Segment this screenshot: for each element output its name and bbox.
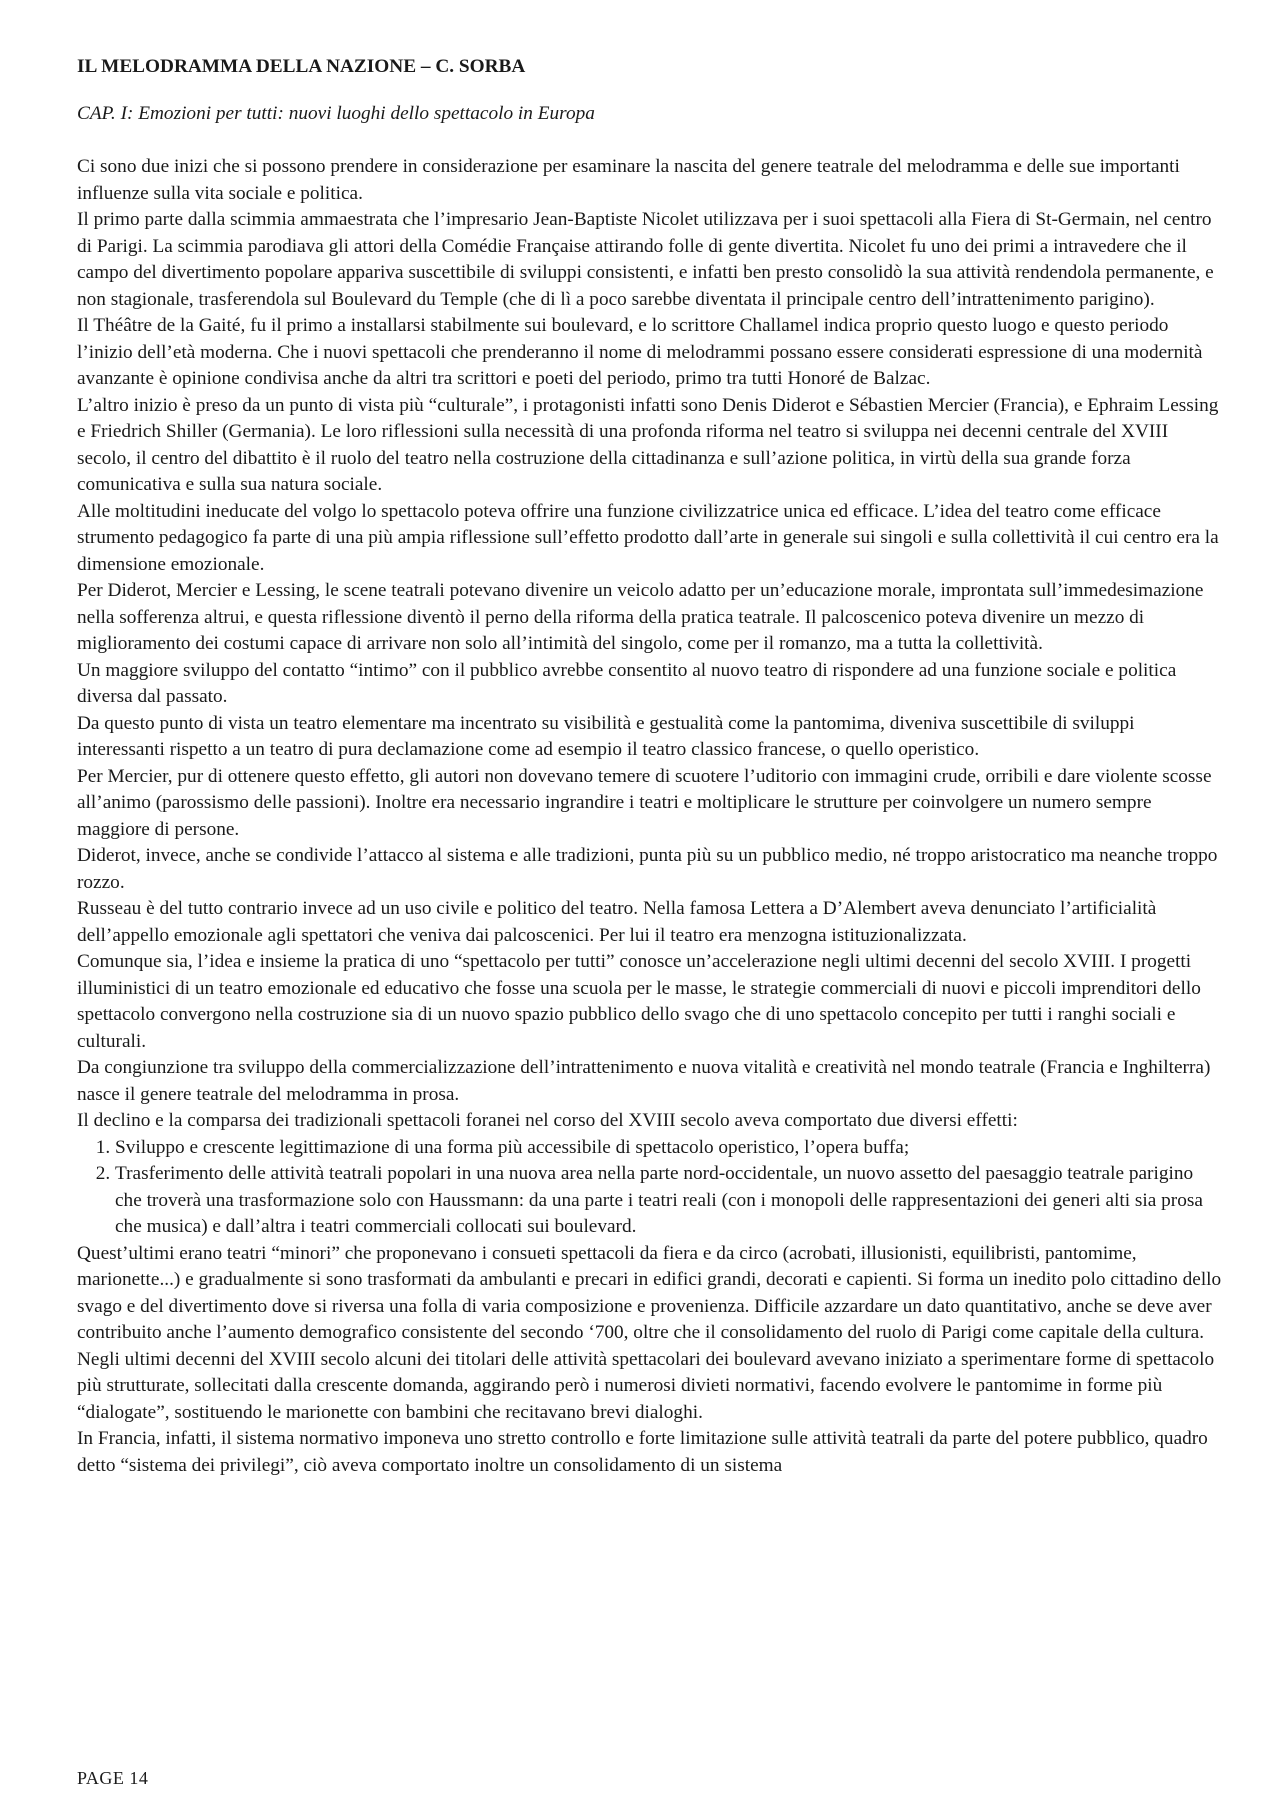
paragraph: L’altro inizio è preso da un punto di vista più “culturale”, i protagonisti infatti sono Denis Diderot e Sébastien Mercier (Francia), e Ephraim Lessing e Friedrich Shiller (Germania). Le loro riflessioni sulla necessità di una profonda riforma nel teatro si sviluppa nei decenni centrale del XVIII secolo, il centro del dibattito è il ruolo del teatro nella costruzione della cittadinanza e sull’azione politica, in virtù della sua grande forza comunicativa e sulla sua natura sociale. xyxy=(77,394,1219,495)
list-item: 2. Trasferimento delle attività teatrali popolari in una nuova area nella parte nord-occidentale, un nuovo assetto del paesaggio teatrale parigino che troverà una trasformazione solo con Haussmann: da una parte i teatri reali (con i monopoli delle rappresentazioni dei generi alti sia prosa che musica) e dall’altra i teatri commerciali collocati sui boulevard. xyxy=(115,1161,1223,1241)
paragraph: Quest’ultimi erano teatri “minori” che proponevano i consueti spettacoli da fiera e da circo (acrobati, illusionisti, equilibristi, pantomime, marionette...) e gradualmente si sono trasformati da ambulanti e precari in edifici grandi, decorati e capienti. Si forma un inedito polo cittadino dello svago e del divertimento dove si riversa una folla di varia composizione e provenienza. Difficile azzardare un dato quantitativo, anche se deve aver contribuito anche l’aumento demografico consistente del secondo ‘700, oltre che il consolidamento del ruolo di Parigi come capitale della cultura. xyxy=(77,1242,1222,1343)
paragraph: Comunque sia, l’idea e insieme la pratica di uno “spettacolo per tutti” conosce un’accelerazione negli ultimi decenni del secolo XVIII. I progetti illuministici di un teatro emozionale ed educativo che fosse una scuola per le masse, le strategie commerciali di nuovi e piccoli imprenditori dello spettacolo convergono nella costruzione sia di un nuovo spazio pubblico dello svago che di uno spettacolo concepito per tutti i ranghi sociali e culturali. xyxy=(77,951,1201,1052)
document-title: IL MELODRAMMA DELLA NAZIONE – C. SORBA xyxy=(77,56,526,77)
page-footer: PAGE 14 xyxy=(77,1768,149,1788)
paragraph: Il Théâtre de la Gaité, fu il primo a installarsi stabilmente sui boulevard, e lo scrittore Challamel indica proprio questo luogo e questo periodo l’inizio dell’età moderna. Che i nuovi spettacoli che prenderanno il nome di melodrammi possano essere considerati espressione di una modernità avanzante è opinione condivisa anche da altri tra scrittori e poeti del periodo, primo tra tutti Honoré de Balzac. xyxy=(77,315,1203,389)
paragraph: Da questo punto di vista un teatro elementare ma incentrato su visibilità e gestualità come la pantomima, diveniva suscettibile di sviluppi interessanti rispetto a un teatro di pura declamazione come ad esempio il teatro classico francese, o quello operistico. xyxy=(77,712,1135,760)
paragraph: Il primo parte dalla scimmia ammaestrata che l’impresario Jean-Baptiste Nicolet utilizzava per i suoi spettacoli alla Fiera di St-Germain, nel centro di Parigi. La scimmia parodiava gli attori della Comédie Française attirando folle di gente divertita. Nicolet fu uno dei primi a intravedere che il campo del divertimento popolare appariva suscettibile di sviluppi consistenti, e infatti ben presto consolidò la sua attività rendendola permanente, e non stagionale, trasferendola sul Boulevard du Temple (che di lì a poco sarebbe diventata il principale centro dell’intrattenimento parigino). xyxy=(77,209,1214,310)
numbered-list xyxy=(77,1135,1223,1241)
paragraph: Russeau è del tutto contrario invece ad un uso civile e politico del teatro. Nella famosa Lettera a D’Alembert aveva denunciato l’artificialità dell’appello emozionale agli spettatori che veniva dai palcoscenici. Per lui il teatro era menzogna istituzionalizzata. xyxy=(77,898,1157,946)
paragraph: Ci sono due inizi che si possono prendere in considerazione per esaminare la nascita del genere teatrale del melodramma e delle sue importanti influenze sulla vita sociale e politica. xyxy=(77,156,1180,204)
chapter-heading: CAP. I: Emozioni per tutti: nuovi luoghi dello spettacolo in Europa xyxy=(77,102,595,124)
paragraph: Per Mercier, pur di ottenere questo effetto, gli autori non dovevano temere di scuotere l’uditorio con immagini crude, orribili e dare violente scosse all’animo (parossismo delle passioni). Inoltre era necessario ingrandire i teatri e moltiplicare le strutture per coinvolgere un numero sempre maggiore di persone. xyxy=(77,765,1212,840)
paragraph: Negli ultimi decenni del XVIII secolo alcuni dei titolari delle attività spettacolari dei boulevard avevano iniziato a sperimentare forme di spettacolo più strutturate, sollecitati dalla crescente domanda, aggirando però i numerosi divieti normativi, facendo evolvere le pantomime in forme più “dialogate”, sostituendo le marionette con bambini che recitavano brevi dialoghi. xyxy=(77,1348,1215,1423)
list-item: 1. Sviluppo e crescente legittimazione di una forma più accessibile di spettacolo operistico, l’opera buffa; xyxy=(115,1135,1223,1162)
paragraph: In Francia, infatti, il sistema normativo imponeva uno stretto controllo e forte limitazione sulle attività teatrali da parte del potere pubblico, quadro detto “sistema dei privilegi”, ciò aveva comportato inoltre un consolidamento di un sistema xyxy=(77,1428,1208,1476)
paragraph: Il declino e la comparsa dei tradizionali spettacoli foranei nel corso del XVIII secolo aveva comportato due diversi effetti: xyxy=(77,1110,1018,1131)
paragraph: Per Diderot, Mercier e Lessing, le scene teatrali potevano divenire un veicolo adatto per un’educazione morale, improntata sull’immedesimazione nella sofferenza altrui, e questa riflessione diventò il perno della riforma della pratica teatrale. Il palcoscenico poteva divenire un mezzo di miglioramento dei costumi capace di arrivare non solo all’intimità del singolo, come per il romanzo, ma a tutta la collettività. xyxy=(77,580,1204,654)
document-body xyxy=(77,54,1223,1479)
paragraph: Un maggiore sviluppo del contatto “intimo” con il pubblico avrebbe consentito al nuovo teatro di rispondere ad una funzione sociale e politica diversa dal passato. xyxy=(77,659,1177,707)
paragraph: Alle moltitudini ineducate del volgo lo spettacolo poteva offrire una funzione civilizzatrice unica ed efficace. L’idea del teatro come efficace strumento pedagogico fa parte di una più ampia riflessione sull’effetto prodotto dall’arte in generale sui singoli e sulla collettività il cui centro era la dimensione emozionale. xyxy=(77,500,1219,575)
paragraph: Da congiunzione tra sviluppo della commercializzazione dell’intrattenimento e nuova vitalità e creatività nel mondo teatrale (Francia e Inghilterra) nasce il genere teatrale del melodramma in prosa. xyxy=(77,1057,1211,1105)
paragraph: Diderot, invece, anche se condivide l’attacco al sistema e alle tradizioni, punta più su un pubblico medio, né troppo aristocratico ma neanche troppo rozzo. xyxy=(77,845,1218,893)
